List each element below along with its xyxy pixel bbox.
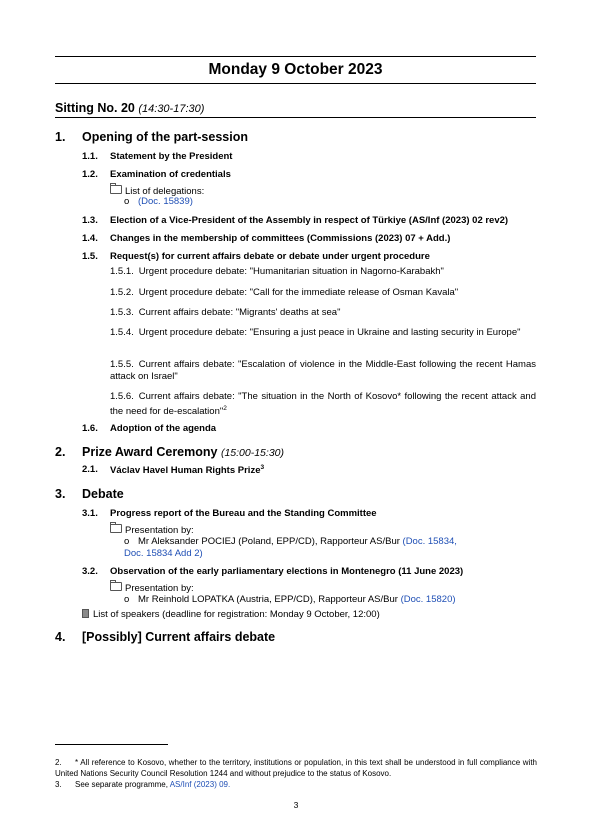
section-title: Prize Award Ceremony <box>82 445 218 459</box>
sitting-label: Sitting No. 20 <box>55 101 135 115</box>
item-number: 1.5. <box>82 251 98 262</box>
subitem-number: 1.5.5. <box>110 359 134 370</box>
subitem-number: 1.5.6. <box>110 391 134 402</box>
folder-icon <box>110 524 122 533</box>
doc-link[interactable]: Doc. 15834 Add 2) <box>124 548 203 559</box>
subitem-1-5-3 <box>110 307 536 319</box>
subitem-text: Current affairs debate: "Migrants' deaths at sea" <box>138 307 341 318</box>
item-number: 1.6. <box>82 423 98 434</box>
delegations-doc-line <box>124 196 193 207</box>
item-title: Progress report of the Bureau and the Standing Committee <box>110 508 377 519</box>
item-title: Examination of credentials <box>110 169 231 180</box>
footnote-ref: 2 <box>223 405 227 412</box>
subitem-text: Current affairs debate: "Escalation of violence in the Middle-East following the recent Hamas attack on Israel" <box>110 359 536 382</box>
rapporteur-doc-line <box>124 548 203 559</box>
section-number: 4. <box>55 630 66 644</box>
page-title-box <box>55 56 536 84</box>
presentation-note <box>110 524 194 536</box>
subitem-1-5-5 <box>110 359 536 383</box>
item-title: Václav Havel Human Rights Prize <box>110 465 261 476</box>
subitem-1-5-2 <box>110 287 536 299</box>
page-title: Monday 9 October 2023 <box>208 61 383 78</box>
subitem-1-5-4 <box>110 327 536 339</box>
footnote-number: 2. <box>55 758 62 767</box>
doc-link[interactable]: AS/Inf (2023) 09. <box>169 780 231 789</box>
sitting-heading <box>55 101 204 115</box>
item-title: Observation of the early parliamentary elections in Montenegro (11 June 2023) <box>110 566 464 577</box>
subitem-number: 1.5.4. <box>110 327 134 338</box>
section-title: [Possibly] Current affairs debate <box>82 630 276 644</box>
section-title: Opening of the part-session <box>82 130 248 144</box>
speakers-label: List of speakers (deadline for registration: Monday 9 October, 12:00) <box>93 609 380 620</box>
presentation-label: Presentation by: <box>125 525 194 536</box>
subitem-1-5-6 <box>110 391 536 418</box>
subitem-text: Urgent procedure debate: "Call for the immediate release of Osman Kavala" <box>138 287 459 298</box>
folder-icon <box>110 582 122 591</box>
subitem-text: Current affairs debate: "The situation in the North of Kosovo* following the recent attack and the need for de-escalation" <box>110 391 536 417</box>
footnote-text: See separate programme, <box>75 780 168 789</box>
item-number: 1.3. <box>82 215 98 226</box>
section-title-wrap <box>82 445 284 459</box>
item-number: 2.1. <box>82 464 98 475</box>
bullet-icon: o <box>124 196 130 207</box>
folder-icon <box>110 185 122 194</box>
item-number: 3.2. <box>82 566 98 577</box>
item-number: 1.4. <box>82 233 98 244</box>
footnote-text: * All reference to Kosovo, whether to the territory, institutions or population, in this text shall be understood in full compliance with United Nations Security Council Resolution 1244 and without prejudice to the status of Kosovo. <box>55 758 537 778</box>
presentation-label: Presentation by: <box>125 583 194 594</box>
rapporteur-line <box>124 536 457 547</box>
doc-link[interactable]: (Doc. 15820) <box>400 594 456 605</box>
item-title: Election of a Vice-President of the Assembly in respect of Türkiye (AS/Inf (2023) 02 rev2) <box>110 215 509 226</box>
sitting-time: (14:30-17:30) <box>138 103 205 115</box>
doc-link[interactable]: (Doc. 15839) <box>138 196 193 207</box>
rapporteur-line <box>124 594 456 605</box>
subitem-text: Urgent procedure debate: "Humanitarian situation in Nagorno-Karabakh" <box>138 266 444 277</box>
subitem-number: 1.5.1. <box>110 266 134 277</box>
rapporteur-name: Mr Aleksander POCIEJ (Poland, EPP/CD), Rapporteur AS/Bur <box>138 536 400 547</box>
page-number: 3 <box>293 800 299 810</box>
footnote-2 <box>55 757 537 779</box>
section-time: (15:00-15:30) <box>220 447 284 459</box>
bullet-icon: o <box>124 536 130 547</box>
section-number: 3. <box>55 487 66 501</box>
document-stack-icon <box>82 609 89 618</box>
bullet-icon: o <box>124 594 130 605</box>
footnote-number: 3. <box>55 780 62 789</box>
sitting-divider <box>55 117 536 118</box>
footnote-divider <box>55 744 168 745</box>
section-title: Debate <box>82 487 124 501</box>
section-number: 2. <box>55 445 66 459</box>
footnote-3 <box>55 779 537 790</box>
item-title-wrap <box>110 464 264 476</box>
item-title: Statement by the President <box>110 151 233 162</box>
subitem-number: 1.5.2. <box>110 287 134 298</box>
item-title: Adoption of the agenda <box>110 423 217 434</box>
speakers-note <box>82 609 380 620</box>
item-title: Changes in the membership of committees (Commissions (2023) 07 + Add.) <box>110 233 451 244</box>
doc-link[interactable]: (Doc. 15834, <box>402 536 457 547</box>
subitem-1-5-1 <box>110 266 536 278</box>
section-number: 1. <box>55 130 66 144</box>
subitem-number: 1.5.3. <box>110 307 134 318</box>
item-number: 1.2. <box>82 169 98 180</box>
item-number: 1.1. <box>82 151 98 162</box>
subitem-text: Urgent procedure debate: "Ensuring a just peace in Ukraine and lasting security in Europe" <box>138 327 521 338</box>
delegations-label: List of delegations: <box>125 186 205 197</box>
footnote-ref: 3 <box>260 464 265 471</box>
item-number: 3.1. <box>82 508 98 519</box>
rapporteur-name: Mr Reinhold LOPATKA (Austria, EPP/CD), Rapporteur AS/Bur <box>138 594 398 605</box>
item-title: Request(s) for current affairs debate or debate under urgent procedure <box>110 251 430 262</box>
presentation-note <box>110 582 194 594</box>
